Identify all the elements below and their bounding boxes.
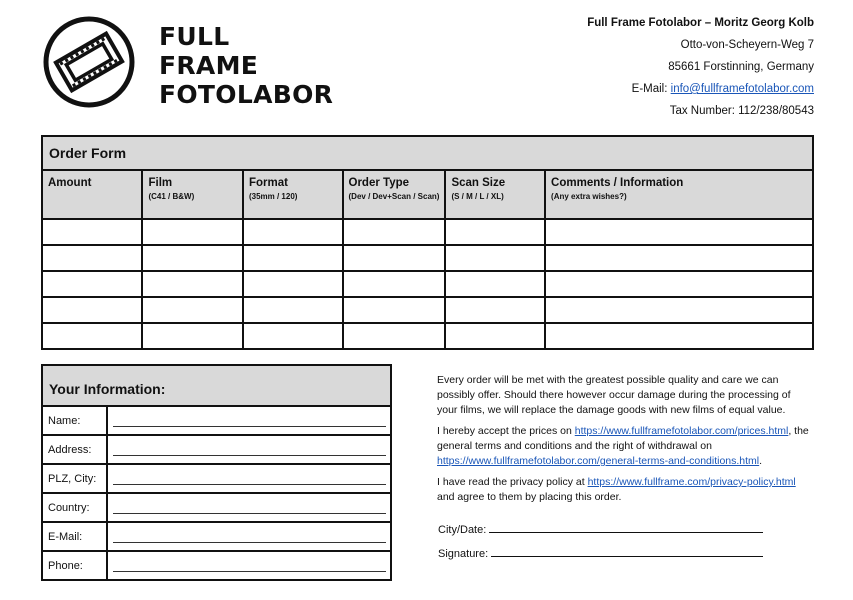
column-header-label: Order Type <box>348 177 410 189</box>
column-header-label: Amount <box>48 177 92 189</box>
privacy-policy-link[interactable]: https://www.fullframe.com/privacy-policy.html <box>587 476 796 488</box>
terms-conditions-link[interactable]: https://www.fullframefotolabor.com/general-terms-and-conditions.html <box>437 455 760 467</box>
info-row <box>42 551 391 580</box>
your-information-table <box>41 364 392 581</box>
order-cell[interactable] <box>42 297 142 323</box>
order-cell[interactable] <box>42 219 142 245</box>
info-row <box>42 406 391 435</box>
order-row <box>42 245 813 271</box>
email-line <box>587 78 814 100</box>
column-header-hint: (Dev / Dev+Scan / Scan) <box>348 192 440 201</box>
film-strip-logo-icon <box>43 16 135 108</box>
prices-link[interactable]: https://www.fullframefotolabor.com/prices.html <box>574 425 789 437</box>
tax-number: Tax Number: 112/238/80543 <box>669 105 814 117</box>
order-cell[interactable] <box>445 245 545 271</box>
info-field-underline <box>113 571 386 572</box>
column-header-hint: (S / M / L / XL) <box>451 192 504 201</box>
order-cell[interactable] <box>42 245 142 271</box>
column-header <box>142 170 243 219</box>
privacy-prefix: I have read the privacy policy at <box>437 476 588 488</box>
order-cell[interactable] <box>343 245 446 271</box>
column-header <box>42 170 142 219</box>
contact-block <box>587 12 814 122</box>
brand-line: FOTOLABOR <box>159 80 334 109</box>
column-header-label: Comments / Information <box>551 177 684 189</box>
order-cell[interactable] <box>545 323 813 349</box>
info-field-underline <box>113 542 386 543</box>
info-row <box>42 464 391 493</box>
column-header <box>445 170 545 219</box>
order-cell[interactable] <box>445 219 545 245</box>
info-field-underline <box>113 426 386 427</box>
order-cell[interactable] <box>42 323 142 349</box>
column-header-label: Scan Size <box>451 177 506 189</box>
order-cell[interactable] <box>343 219 446 245</box>
signature-line <box>438 548 763 560</box>
order-cell[interactable] <box>545 271 813 297</box>
accept-terms-suffix: . <box>759 455 763 467</box>
info-label: Address: <box>42 435 107 464</box>
order-cell[interactable] <box>243 271 343 297</box>
city-address: 85661 Forstinning, Germany <box>668 61 814 73</box>
email-label: E-Mail: <box>631 83 668 95</box>
order-cell[interactable] <box>243 323 343 349</box>
column-header-hint: (Any extra wishes?) <box>551 192 627 201</box>
email-link[interactable]: info@fullframefotolabor.com <box>670 83 814 95</box>
city-date-line <box>438 524 763 536</box>
order-form-title: Order Form <box>42 136 813 170</box>
company-name: Full Frame Fotolabor – Moritz Georg Kolb <box>587 17 814 29</box>
info-label: Phone: <box>42 551 107 580</box>
info-field[interactable] <box>107 493 391 522</box>
brand-line: FULL <box>159 22 230 51</box>
order-cell[interactable] <box>445 271 545 297</box>
info-rows <box>42 406 391 580</box>
column-header-label: Film <box>148 177 173 189</box>
info-field[interactable] <box>107 406 391 435</box>
order-row <box>42 297 813 323</box>
accept-terms-prefix: I hereby accept the prices on <box>437 425 575 437</box>
order-cell[interactable] <box>243 219 343 245</box>
signature-field[interactable] <box>491 556 763 557</box>
accept-terms-statement <box>437 424 812 469</box>
order-row <box>42 323 813 349</box>
privacy-suffix: and agree to them by placing this order. <box>437 491 622 503</box>
info-label: PLZ, City: <box>42 464 107 493</box>
order-cell[interactable] <box>343 297 446 323</box>
info-field[interactable] <box>107 522 391 551</box>
order-header-row <box>42 170 813 219</box>
order-cell[interactable] <box>142 219 243 245</box>
order-cell[interactable] <box>545 297 813 323</box>
order-row <box>42 271 813 297</box>
order-cell[interactable] <box>445 297 545 323</box>
column-header-label: Format <box>248 177 288 189</box>
column-header-hint: (35mm / 120) <box>248 192 298 201</box>
info-field-underline <box>113 484 386 485</box>
column-header <box>545 170 813 219</box>
info-row <box>42 435 391 464</box>
city-date-field[interactable] <box>489 532 763 533</box>
info-label: Country: <box>42 493 107 522</box>
order-cell[interactable] <box>545 219 813 245</box>
your-information-title: Your Information: <box>42 365 391 406</box>
accept-terms-mid: , the general terms and conditions and the right of withdrawal on <box>437 425 809 452</box>
info-field[interactable] <box>107 551 391 580</box>
info-field[interactable] <box>107 435 391 464</box>
info-field-underline <box>113 513 386 514</box>
order-cell[interactable] <box>343 271 446 297</box>
order-cell[interactable] <box>243 297 343 323</box>
column-header-hint: (C41 / B&W) <box>148 192 195 201</box>
order-rows <box>42 219 813 349</box>
order-row <box>42 219 813 245</box>
info-label: E-Mail: <box>42 522 107 551</box>
street-address: Otto-von-Scheyern-Weg 7 <box>680 39 814 51</box>
column-header <box>343 170 446 219</box>
order-cell[interactable] <box>545 245 813 271</box>
signature-label: Signature: <box>438 548 489 560</box>
order-cell[interactable] <box>445 323 545 349</box>
privacy-statement <box>437 475 812 505</box>
order-cell[interactable] <box>243 245 343 271</box>
city-date-label: City/Date: <box>438 524 487 536</box>
order-cell[interactable] <box>142 323 243 349</box>
brand-name <box>159 22 333 109</box>
info-label: Name: <box>42 406 107 435</box>
order-cell[interactable] <box>142 271 243 297</box>
column-header <box>243 170 343 219</box>
info-field[interactable] <box>107 464 391 493</box>
order-cell[interactable] <box>142 245 243 271</box>
info-field-underline <box>113 455 386 456</box>
info-row <box>42 493 391 522</box>
quality-statement: Every order will be met with the greatest possible quality and care we can possibly offer. Should there however occur damage during the processing of your films, we will replace the damage goods with new films of equal value. <box>437 374 791 416</box>
order-cell[interactable] <box>42 271 142 297</box>
info-row <box>42 522 391 551</box>
brand-line: FRAME <box>159 51 259 80</box>
order-cell[interactable] <box>142 297 243 323</box>
order-form-table <box>41 135 814 350</box>
order-cell[interactable] <box>343 323 446 349</box>
terms-text <box>437 373 812 511</box>
